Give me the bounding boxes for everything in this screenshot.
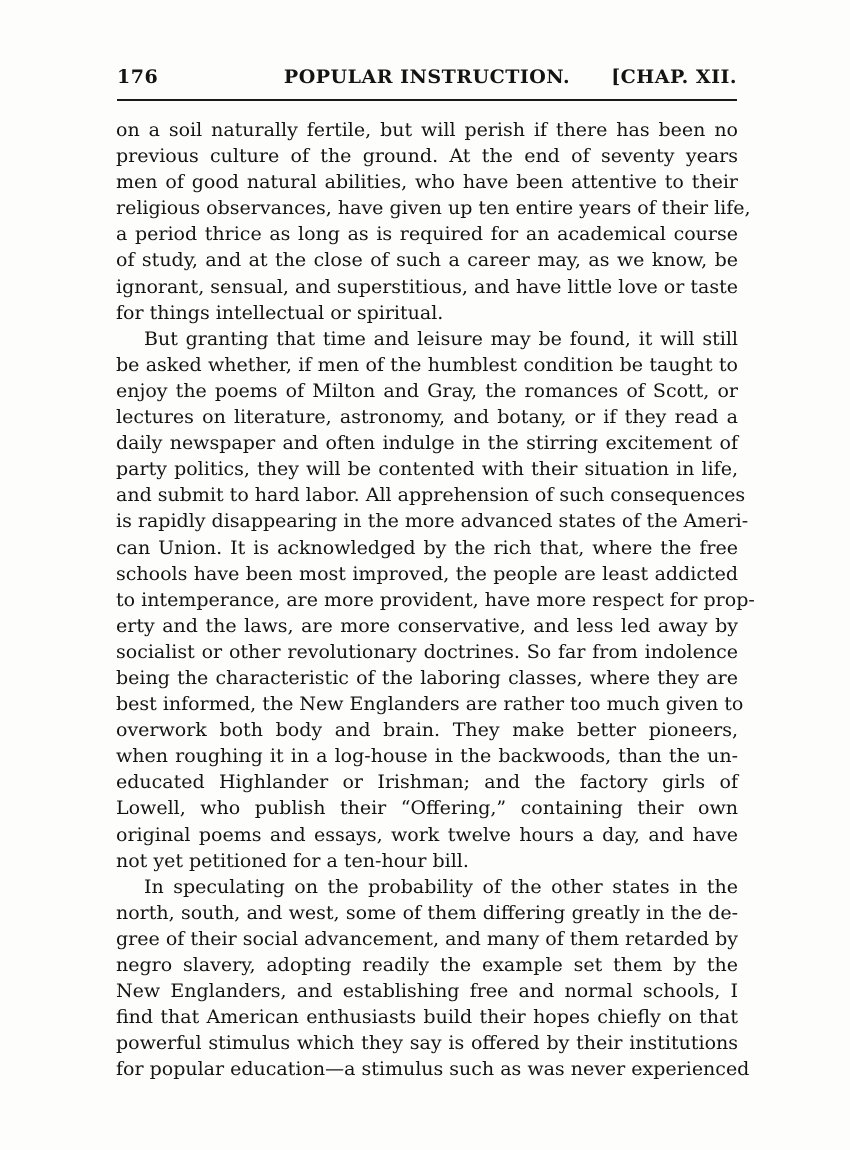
text-line: Lowell, who publish their “Offering,” containing their own	[116, 797, 738, 820]
text-line: a period thrice as long as is required for an academical course	[116, 223, 738, 246]
text-line: when roughing it in a log-house in the backwoods, than the un-	[116, 745, 738, 768]
text-line: on a soil naturally fertile, but will perish if there has been no	[116, 119, 738, 141]
text-line: socialist or other revolutionary doctrines. So far from indolence	[116, 640, 738, 663]
text-line: is rapidly disappearing in the more advanced states of the Ameri-	[116, 510, 749, 533]
text-line: north, south, and west, some of them differing greatly in the de-	[116, 901, 738, 924]
header-rule	[117, 99, 737, 101]
text-line: But granting that time and leisure may be found, it will still	[144, 327, 738, 350]
text-line: men of good natural abilities, who have been attentive to their	[116, 171, 738, 194]
text-line: negro slavery, adopting readily the example set them by the	[116, 954, 738, 976]
text-line: to intemperance, are more provident, have more respect for prop-	[116, 588, 755, 611]
running-title: POPULAR INSTRUCTION.	[283, 66, 571, 88]
text-line: for popular education—a stimulus such as was never experienced	[116, 1058, 750, 1081]
page-number: 176	[117, 66, 159, 88]
text-line: enjoy the poems of Milton and Gray, the romances of Scott, or	[116, 379, 738, 402]
chapter-reference: [CHAP. XII.	[611, 66, 737, 88]
text-line: In speculating on the probability of the other states in the	[144, 875, 738, 898]
text-line: erty and the laws, are more conservative, and less led away by	[116, 614, 738, 637]
text-line: previous culture of the ground. At the end of seventy years	[116, 145, 738, 168]
text-line: can Union. It is acknowledged by the rich that, where the free	[116, 536, 738, 559]
text-line: being the characteristic of the laboring classes, where they are	[116, 666, 738, 689]
text-line: best informed, the New Englanders are rather too much given to	[116, 693, 744, 716]
running-head	[117, 66, 737, 92]
text-line: for things intellectual or spiritual.	[116, 301, 444, 324]
text-line: educated Highlander or Irishman; and the factory girls of	[116, 771, 738, 794]
text-line: religious observances, have given up ten entire years of their life,	[116, 197, 751, 220]
text-line: gree of their social advancement, and many of them retarded by	[116, 927, 738, 950]
text-line: find that American enthusiasts build their hopes chiefly on that	[116, 1006, 738, 1029]
body-text	[116, 117, 755, 1082]
text-line: daily newspaper and often indulge in the stirring excitement of	[116, 432, 738, 455]
text-line: lectures on literature, astronomy, and botany, or if they read a	[116, 406, 738, 429]
text-line: be asked whether, if men of the humblest condition be taught to	[116, 353, 738, 376]
text-line: and submit to hard labor. All apprehension of such consequences	[116, 484, 746, 507]
text-line: New Englanders, and establishing free and normal schools, I	[116, 980, 738, 1003]
text-line: schools have been most improved, the people are least addicted	[116, 562, 738, 585]
text-line: original poems and essays, work twelve hours a day, and have	[116, 823, 738, 846]
text-line: not yet petitioned for a ten-hour bill.	[116, 849, 469, 872]
text-line: party politics, they will be contented with their situation in life,	[116, 458, 738, 481]
text-line: of study, and at the close of such a career may, as we know, be	[116, 249, 738, 272]
text-line: overwork both body and brain. They make better pioneers,	[116, 719, 738, 742]
text-line: ignorant, sensual, and superstitious, and have little love or taste	[116, 275, 738, 298]
text-line: powerful stimulus which they say is offered by their institutions	[116, 1032, 738, 1055]
